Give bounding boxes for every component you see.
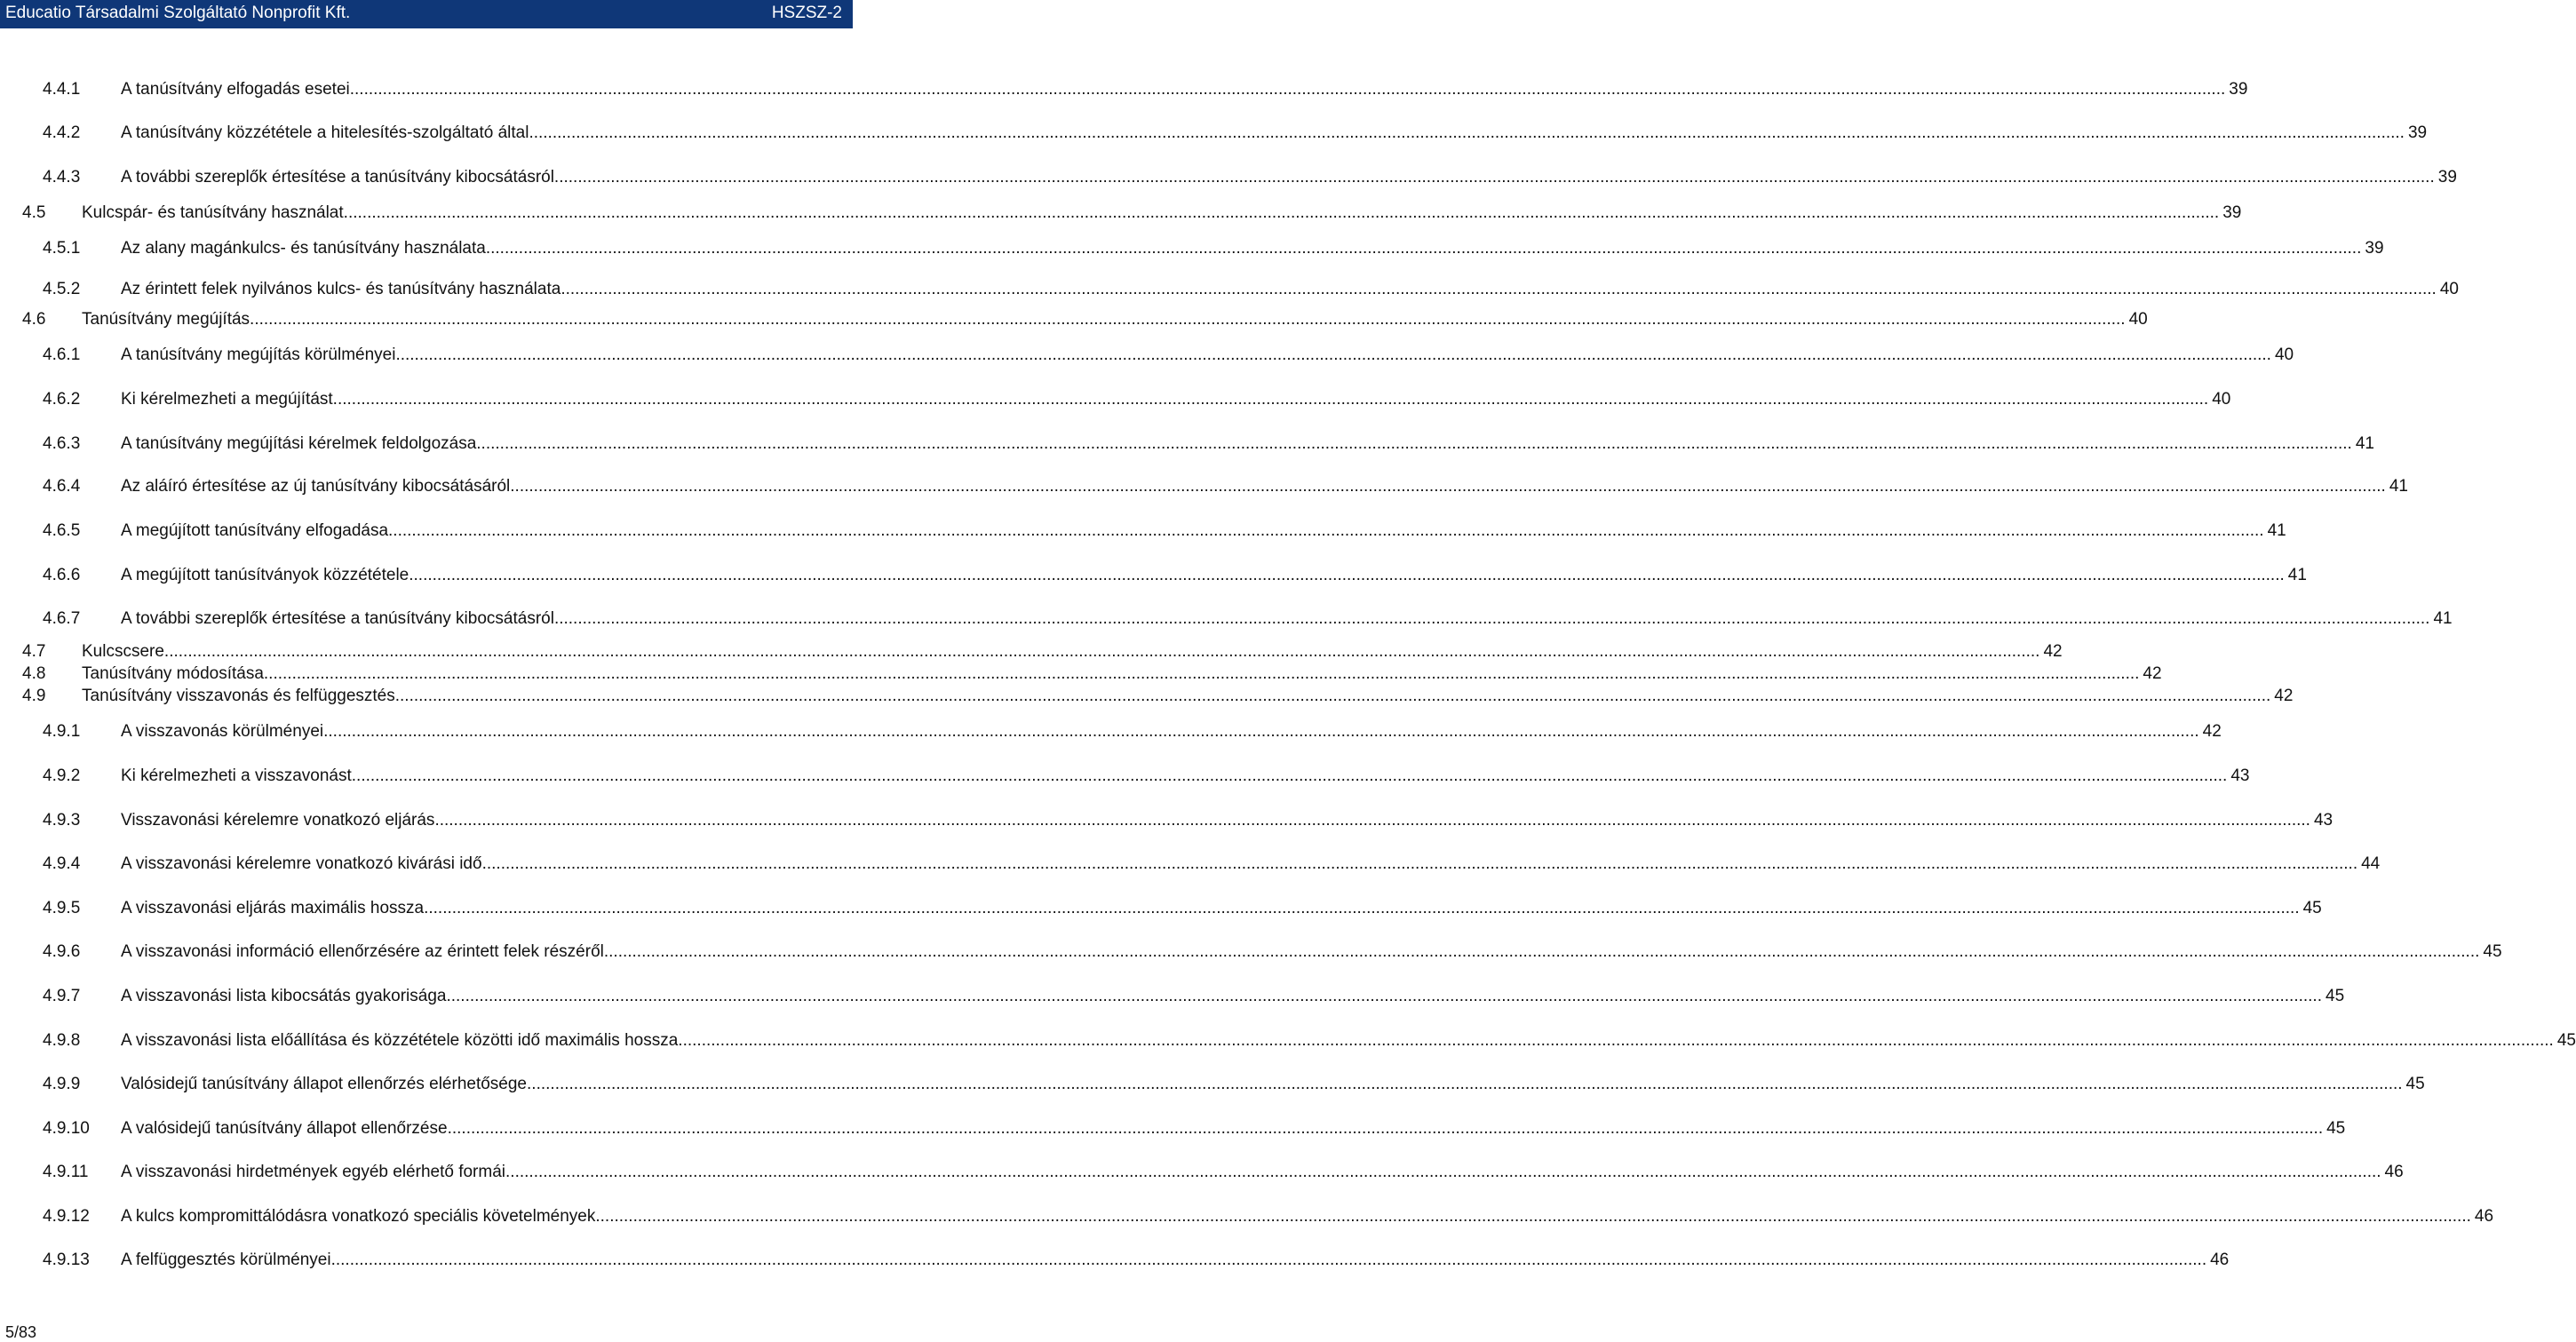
toc-entry-page: 45 <box>2302 899 2322 917</box>
toc-dot-leader: ................................................................................................................................................................................................................................................................................................................................................................................................................ <box>595 1207 2471 1226</box>
toc-dot-leader: ................................................................................................................................................................................................................................................................................................................................................................................................................ <box>447 1119 2324 1138</box>
toc-dot-leader: ................................................................................................................................................................................................................................................................................................................................................................................................................ <box>330 1251 2207 1269</box>
toc-entry-page: 41 <box>2433 609 2453 628</box>
toc-entry-title: A visszavonási lista kibocsátás gyakorisága <box>121 987 447 1005</box>
toc-entry[interactable] <box>0 854 2381 875</box>
toc-entry-title: Kulcscsere <box>82 642 164 661</box>
toc-entry-page: 42 <box>2143 664 2162 683</box>
toc-entry-number: 4.4.2 <box>43 123 81 142</box>
toc-entry-page: 46 <box>2384 1163 2404 1181</box>
toc-entry[interactable] <box>0 986 2345 1007</box>
toc-entry[interactable] <box>0 810 2334 831</box>
toc-dot-leader: ................................................................................................................................................................................................................................................................................................................................................................................................................ <box>529 123 2405 142</box>
toc-entry[interactable] <box>0 433 2374 455</box>
toc-entry-number: 4.6 <box>22 310 46 329</box>
toc-dot-leader: ................................................................................................................................................................................................................................................................................................................................................................................................................ <box>323 722 2199 741</box>
toc-entry-title: A további szereplők értesítése a tanúsítvány kibocsátásról. <box>121 168 560 187</box>
page-header <box>0 0 853 28</box>
toc-entry-number: 4.9.6 <box>43 942 81 961</box>
toc-entry[interactable] <box>0 389 2231 410</box>
toc-dot-leader: ................................................................................................................................................................................................................................................................................................................................................................................................................ <box>505 1163 2381 1181</box>
toc-entry-number: 4.6.3 <box>43 434 81 453</box>
toc-entry-number: 4.5.2 <box>43 280 81 298</box>
toc-entry[interactable] <box>0 1162 2404 1183</box>
toc-entry-number: 4.6.6 <box>43 566 81 584</box>
toc-entry-number: 4.9.10 <box>43 1119 90 1138</box>
toc-entry-number: 4.9.5 <box>43 899 81 917</box>
toc-entry[interactable] <box>0 641 2063 663</box>
toc-entry-number: 4.7 <box>22 642 46 661</box>
toc-entry[interactable] <box>0 1030 2576 1052</box>
toc-dot-leader: ................................................................................................................................................................................................................................................................................................................................................................................................................ <box>351 766 2228 785</box>
toc-entry-number: 4.9 <box>22 687 46 705</box>
toc-entry-page: 41 <box>2355 434 2374 453</box>
toc-entry-number: 4.6.4 <box>43 477 81 496</box>
toc-dot-leader: ................................................................................................................................................................................................................................................................................................................................................................................................................ <box>343 203 2220 222</box>
toc-entry-title: A visszavonási információ ellenőrzésére az érintett felek részéről <box>121 942 604 961</box>
toc-entry-number: 4.9.13 <box>43 1251 90 1269</box>
toc-entry-title: A további szereplők értesítése a tanúsítvány kibocsátásról <box>121 609 554 628</box>
page-number: 5/83 <box>5 1323 37 1341</box>
toc-entry-title: A valósidejű tanúsítvány állapot ellenőrzése <box>121 1119 448 1138</box>
toc-entry-number: 4.9.2 <box>43 766 81 785</box>
toc-entry-number: 4.9.12 <box>43 1207 90 1226</box>
toc-entry-number: 4.9.3 <box>43 811 81 830</box>
toc-entry[interactable] <box>0 898 2322 919</box>
toc-dot-leader: ................................................................................................................................................................................................................................................................................................................................................................................................................ <box>481 854 2358 873</box>
toc-entry-page: 46 <box>2210 1251 2230 1269</box>
toc-entry-page: 39 <box>2222 203 2242 222</box>
toc-entry-title: Az alany magánkulcs- és tanúsítvány használata <box>121 239 486 258</box>
toc-entry-page: 46 <box>2474 1207 2494 1226</box>
toc-entry-page: 40 <box>2128 310 2148 329</box>
toc-entry-number: 4.6.5 <box>43 521 81 540</box>
toc-entry[interactable] <box>0 663 2162 685</box>
toc-entry-page: 40 <box>2274 345 2294 364</box>
toc-entry-number: 4.5.1 <box>43 239 81 258</box>
toc-entry[interactable] <box>0 1206 2494 1227</box>
toc-entry-title: Ki kérelmezheti a visszavonást <box>121 766 352 785</box>
toc-entry[interactable] <box>0 608 2453 630</box>
toc-entry[interactable] <box>0 79 2248 100</box>
toc-entry-page: 40 <box>2212 390 2231 409</box>
toc-entry-page: 45 <box>2326 987 2345 1005</box>
toc-entry-title: A visszavonási eljárás maximális hossza <box>121 899 425 917</box>
toc-dot-leader: ................................................................................................................................................................................................................................................................................................................................................................................................................ <box>510 477 2386 496</box>
toc-dot-leader: ................................................................................................................................................................................................................................................................................................................................................................................................................ <box>332 390 2209 409</box>
toc-entry[interactable] <box>0 279 2459 300</box>
toc-entry-page: 39 <box>2437 168 2457 187</box>
toc-entry-title: A tanúsítvány megújítás körülményei <box>121 345 396 364</box>
toc-entry[interactable] <box>0 202 2242 224</box>
toc-entry[interactable] <box>0 766 2250 787</box>
toc-entry[interactable] <box>0 476 2408 497</box>
toc-entry-page: 39 <box>2229 80 2248 99</box>
toc-entry-page: 41 <box>2287 566 2307 584</box>
toc-entry[interactable] <box>0 721 2222 742</box>
toc-entry-title: A megújított tanúsítványok közzététele <box>121 566 409 584</box>
toc-dot-leader: ................................................................................................................................................................................................................................................................................................................................................................................................................ <box>553 609 2430 628</box>
toc-entry-title: A visszavonási hirdetmények egyéb elérhető formái <box>121 1163 506 1181</box>
toc-entry-number: 4.6.2 <box>43 390 81 409</box>
toc-entry-page: 45 <box>2483 942 2502 961</box>
toc-entry-page: 41 <box>2389 477 2408 496</box>
toc-entry-title: Visszavonási kérelemre vonatkozó eljárás <box>121 811 435 830</box>
toc-entry-title: Valósidejű tanúsítvány állapot ellenőrzés elérhetősége <box>121 1075 528 1093</box>
toc-entry[interactable] <box>0 1074 2425 1095</box>
toc-dot-leader: ................................................................................................................................................................................................................................................................................................................................................................................................................ <box>409 566 2285 584</box>
toc-dot-leader: ................................................................................................................................................................................................................................................................................................................................................................................................................ <box>476 434 2352 453</box>
toc-dot-leader: ................................................................................................................................................................................................................................................................................................................................................................................................................ <box>263 664 2140 683</box>
toc-entry-page: 45 <box>2326 1119 2346 1138</box>
toc-dot-leader: ................................................................................................................................................................................................................................................................................................................................................................................................................ <box>559 168 2435 187</box>
toc-entry-title: A megújított tanúsítvány elfogadása <box>121 521 389 540</box>
toc-dot-leader: ................................................................................................................................................................................................................................................................................................................................................................................................................ <box>395 345 2271 364</box>
toc-entry-page: 42 <box>2274 687 2294 705</box>
toc-entry-page: 45 <box>2556 1031 2576 1050</box>
toc-entry-title: Ki kérelmezheti a megújítást <box>121 390 333 409</box>
toc-dot-leader: ................................................................................................................................................................................................................................................................................................................................................................................................................ <box>603 942 2480 961</box>
toc-entry-number: 4.6.7 <box>43 609 81 628</box>
toc-entry-title: A visszavonási lista előállítása és közzététele közötti idő maximális hossza <box>121 1031 679 1050</box>
toc-entry-number: 4.9.1 <box>43 722 81 741</box>
toc-entry-title: Kulcspár- és tanúsítvány használat <box>82 203 344 222</box>
toc-entry-number: 4.9.8 <box>43 1031 81 1050</box>
toc-entry-title: A tanúsítvány elfogadás esetei <box>121 80 350 99</box>
toc-entry-title: A felfüggesztés körülményei <box>121 1251 331 1269</box>
toc-entry[interactable] <box>0 1250 2230 1271</box>
toc-dot-leader: ................................................................................................................................................................................................................................................................................................................................................................................................................ <box>388 521 2264 540</box>
toc-entry[interactable] <box>0 345 2294 366</box>
toc-dot-leader: ................................................................................................................................................................................................................................................................................................................................................................................................................ <box>527 1075 2403 1093</box>
toc-entry-page: 42 <box>2043 642 2063 661</box>
toc-dot-leader: ................................................................................................................................................................................................................................................................................................................................................................................................................ <box>678 1031 2554 1050</box>
toc-entry[interactable] <box>0 123 2428 144</box>
toc-dot-leader: ................................................................................................................................................................................................................................................................................................................................................................................................................ <box>485 239 2362 258</box>
toc-entry-title: Tanúsítvány megújítás <box>82 310 250 329</box>
toc-entry-title: A visszavonási kérelemre vonatkozó kivárási idő <box>121 854 482 873</box>
toc-entry-number: 4.9.4 <box>43 854 81 873</box>
toc-entry[interactable] <box>0 686 2294 707</box>
toc-entry-page: 43 <box>2313 811 2334 830</box>
toc-entry-number: 4.9.9 <box>43 1075 81 1093</box>
toc-entry-page: 39 <box>2407 123 2428 142</box>
toc-entry-page: 44 <box>2361 854 2381 873</box>
toc-entry-page: 45 <box>2405 1075 2425 1093</box>
toc-entry-number: 4.9.7 <box>43 987 81 1005</box>
toc-entry[interactable] <box>0 941 2502 963</box>
toc-entry-page: 41 <box>2267 521 2286 540</box>
toc-entry-title: Tanúsítvány módosítása <box>82 664 264 683</box>
toc-dot-leader: ................................................................................................................................................................................................................................................................................................................................................................................................................ <box>394 687 2271 705</box>
toc-dot-leader: ................................................................................................................................................................................................................................................................................................................................................................................................................ <box>446 987 2322 1005</box>
toc-dot-leader: ................................................................................................................................................................................................................................................................................................................................................................................................................ <box>434 811 2310 830</box>
toc-entry[interactable] <box>0 309 2148 330</box>
toc-entry[interactable] <box>0 520 2286 542</box>
toc-entry-number: 4.6.1 <box>43 345 81 364</box>
toc-entry-title: A tanúsítvány közzététele a hitelesítés-szolgáltató által <box>121 123 529 142</box>
toc-dot-leader: ................................................................................................................................................................................................................................................................................................................................................................................................................ <box>349 80 2226 99</box>
toc-dot-leader: ................................................................................................................................................................................................................................................................................................................................................................................................................ <box>424 899 2300 917</box>
toc-entry-title: Tanúsítvány visszavonás és felfüggesztés <box>82 687 395 705</box>
toc-entry-page: 43 <box>2230 766 2250 785</box>
toc-entry[interactable] <box>0 167 2457 188</box>
toc-entry-number: 4.8 <box>22 664 46 683</box>
toc-dot-leader: ................................................................................................................................................................................................................................................................................................................................................................................................................ <box>561 280 2437 298</box>
toc-entry[interactable] <box>0 565 2307 586</box>
toc-entry-title: A tanúsítvány megújítási kérelmek feldolgozása <box>121 434 477 453</box>
toc-entry-title: Az érintett felek nyilvános kulcs- és tanúsítvány használata <box>121 280 561 298</box>
toc-entry-page: 39 <box>2365 239 2384 258</box>
toc-entry-title: Az aláíró értesítése az új tanúsítvány kibocsátásáról <box>121 477 511 496</box>
toc-dot-leader: ................................................................................................................................................................................................................................................................................................................................................................................................................ <box>250 310 2126 329</box>
toc-entry-number: 4.4.1 <box>43 80 81 99</box>
toc-entry-number: 4.5 <box>22 203 46 222</box>
toc-entry-number: 4.9.11 <box>43 1163 89 1181</box>
toc-entry[interactable] <box>0 1118 2346 1140</box>
toc-entry-number: 4.4.3 <box>43 168 81 187</box>
toc-entry-title: A kulcs kompromittálódásra vonatkozó speciális követelmények <box>121 1207 596 1226</box>
toc-entry-title: A visszavonás körülményei <box>121 722 324 741</box>
document-code: HSZSZ-2 <box>771 4 842 22</box>
toc-entry-page: 42 <box>2202 722 2222 741</box>
toc-entry[interactable] <box>0 238 2384 259</box>
toc-entry-page: 40 <box>2439 280 2459 298</box>
company-name: Educatio Társadalmi Szolgáltató Nonprofit Kft. <box>5 4 351 22</box>
toc-dot-leader: ................................................................................................................................................................................................................................................................................................................................................................................................................ <box>163 642 2040 661</box>
